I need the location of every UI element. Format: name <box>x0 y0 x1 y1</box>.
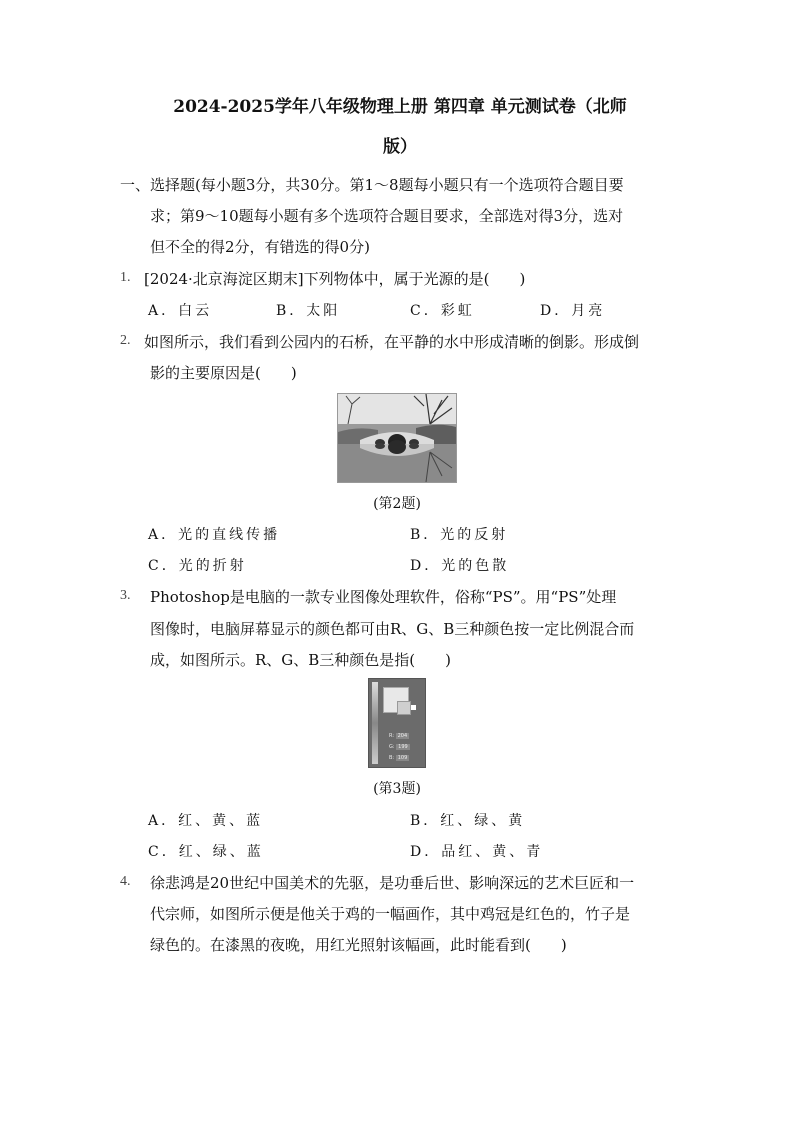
small-icon <box>411 705 416 710</box>
color-gradient-bar <box>372 682 378 764</box>
section-header-line3: 但不全的得2分，有错选的得0分) <box>150 238 370 256</box>
rgb-row-r <box>389 733 409 739</box>
section-header-line1: 一、选择题(每小题3分，共30分。第1～8题每小题只有一个选项符合题目要 <box>120 176 624 194</box>
page-title-line2: 版） <box>383 137 417 157</box>
option-b: B．红、绿、黄 <box>410 813 526 829</box>
question-text-line1: 如图所示，我们看到公园内的石桥，在平静的水中形成清晰的倒影。形成倒 <box>144 333 640 351</box>
rgb-row-g <box>389 744 410 750</box>
option-d: D．品红、黄、青 <box>410 844 544 860</box>
option-a: A．白云 <box>148 303 213 319</box>
question-number: 2. <box>120 333 131 348</box>
option-c: C．红、绿、蓝 <box>148 844 264 860</box>
option-a: A．红、黄、蓝 <box>148 813 264 829</box>
question-text: [2024·北京海淀区期末]下列物体中，属于光源的是( ) <box>144 270 526 288</box>
question-text-line2: 图像时，电脑屏幕显示的颜色都可由R、G、B三种颜色按一定比例混合而 <box>150 620 635 638</box>
section-header-line2: 求；第9～10题每小题有多个选项符合题目要求，全部选对得3分，选对 <box>150 207 624 225</box>
question-text-line1: 徐悲鸿是20世纪中国美术的先驱，是功垂后世、影响深远的艺术巨匠和一 <box>150 874 635 892</box>
rgb-label: R: <box>389 733 395 739</box>
question-text-line2: 影的主要原因是( ) <box>150 364 297 382</box>
rgb-value-field[interactable]: 109 <box>397 755 408 761</box>
stone-bridge-photo-image <box>338 394 456 482</box>
rgb-label: G: <box>389 744 395 750</box>
question-number: 1. <box>120 270 131 285</box>
option-d: D．月亮 <box>540 303 606 319</box>
option-c: C．光的折射 <box>148 558 247 574</box>
option-a: A．光的直线传播 <box>148 527 281 543</box>
question-text-line3: 绿色的。在漆黑的夜晚，用红光照射该幅画，此时能看到( ) <box>150 936 567 954</box>
option-b: B．太阳 <box>276 303 341 319</box>
option-c: C．彩虹 <box>410 303 475 319</box>
figure-caption: (第3题) <box>373 781 421 797</box>
rgb-row-b <box>389 755 409 761</box>
page-title-line1: 2024-2025学年八年级物理上册 第四章 单元测试卷（北师 <box>173 97 627 117</box>
question-number: 4. <box>120 874 131 889</box>
question-text-line2: 代宗师，如图所示便是他关于鸡的一幅画作，其中鸡冠是红色的，竹子是 <box>150 905 631 923</box>
figure-caption: (第2题) <box>373 496 421 512</box>
color-secondary-swatch <box>397 701 411 715</box>
rgb-value-field[interactable]: 204 <box>397 733 408 739</box>
stone-bridge-photo <box>337 393 457 483</box>
color-picker-panel <box>368 678 426 768</box>
rgb-label: B: <box>389 755 395 761</box>
option-d: D．光的色散 <box>410 558 510 574</box>
option-b: B．光的反射 <box>410 527 509 543</box>
question-number: 3. <box>120 588 131 603</box>
question-text-line1: Photoshop是电脑的一款专业图像处理软件，俗称“PS”。用“PS”处理 <box>150 588 617 606</box>
rgb-value-field[interactable]: 199 <box>398 744 408 750</box>
question-text-line3: 成，如图所示。R、G、B三种颜色是指( ) <box>150 651 452 669</box>
